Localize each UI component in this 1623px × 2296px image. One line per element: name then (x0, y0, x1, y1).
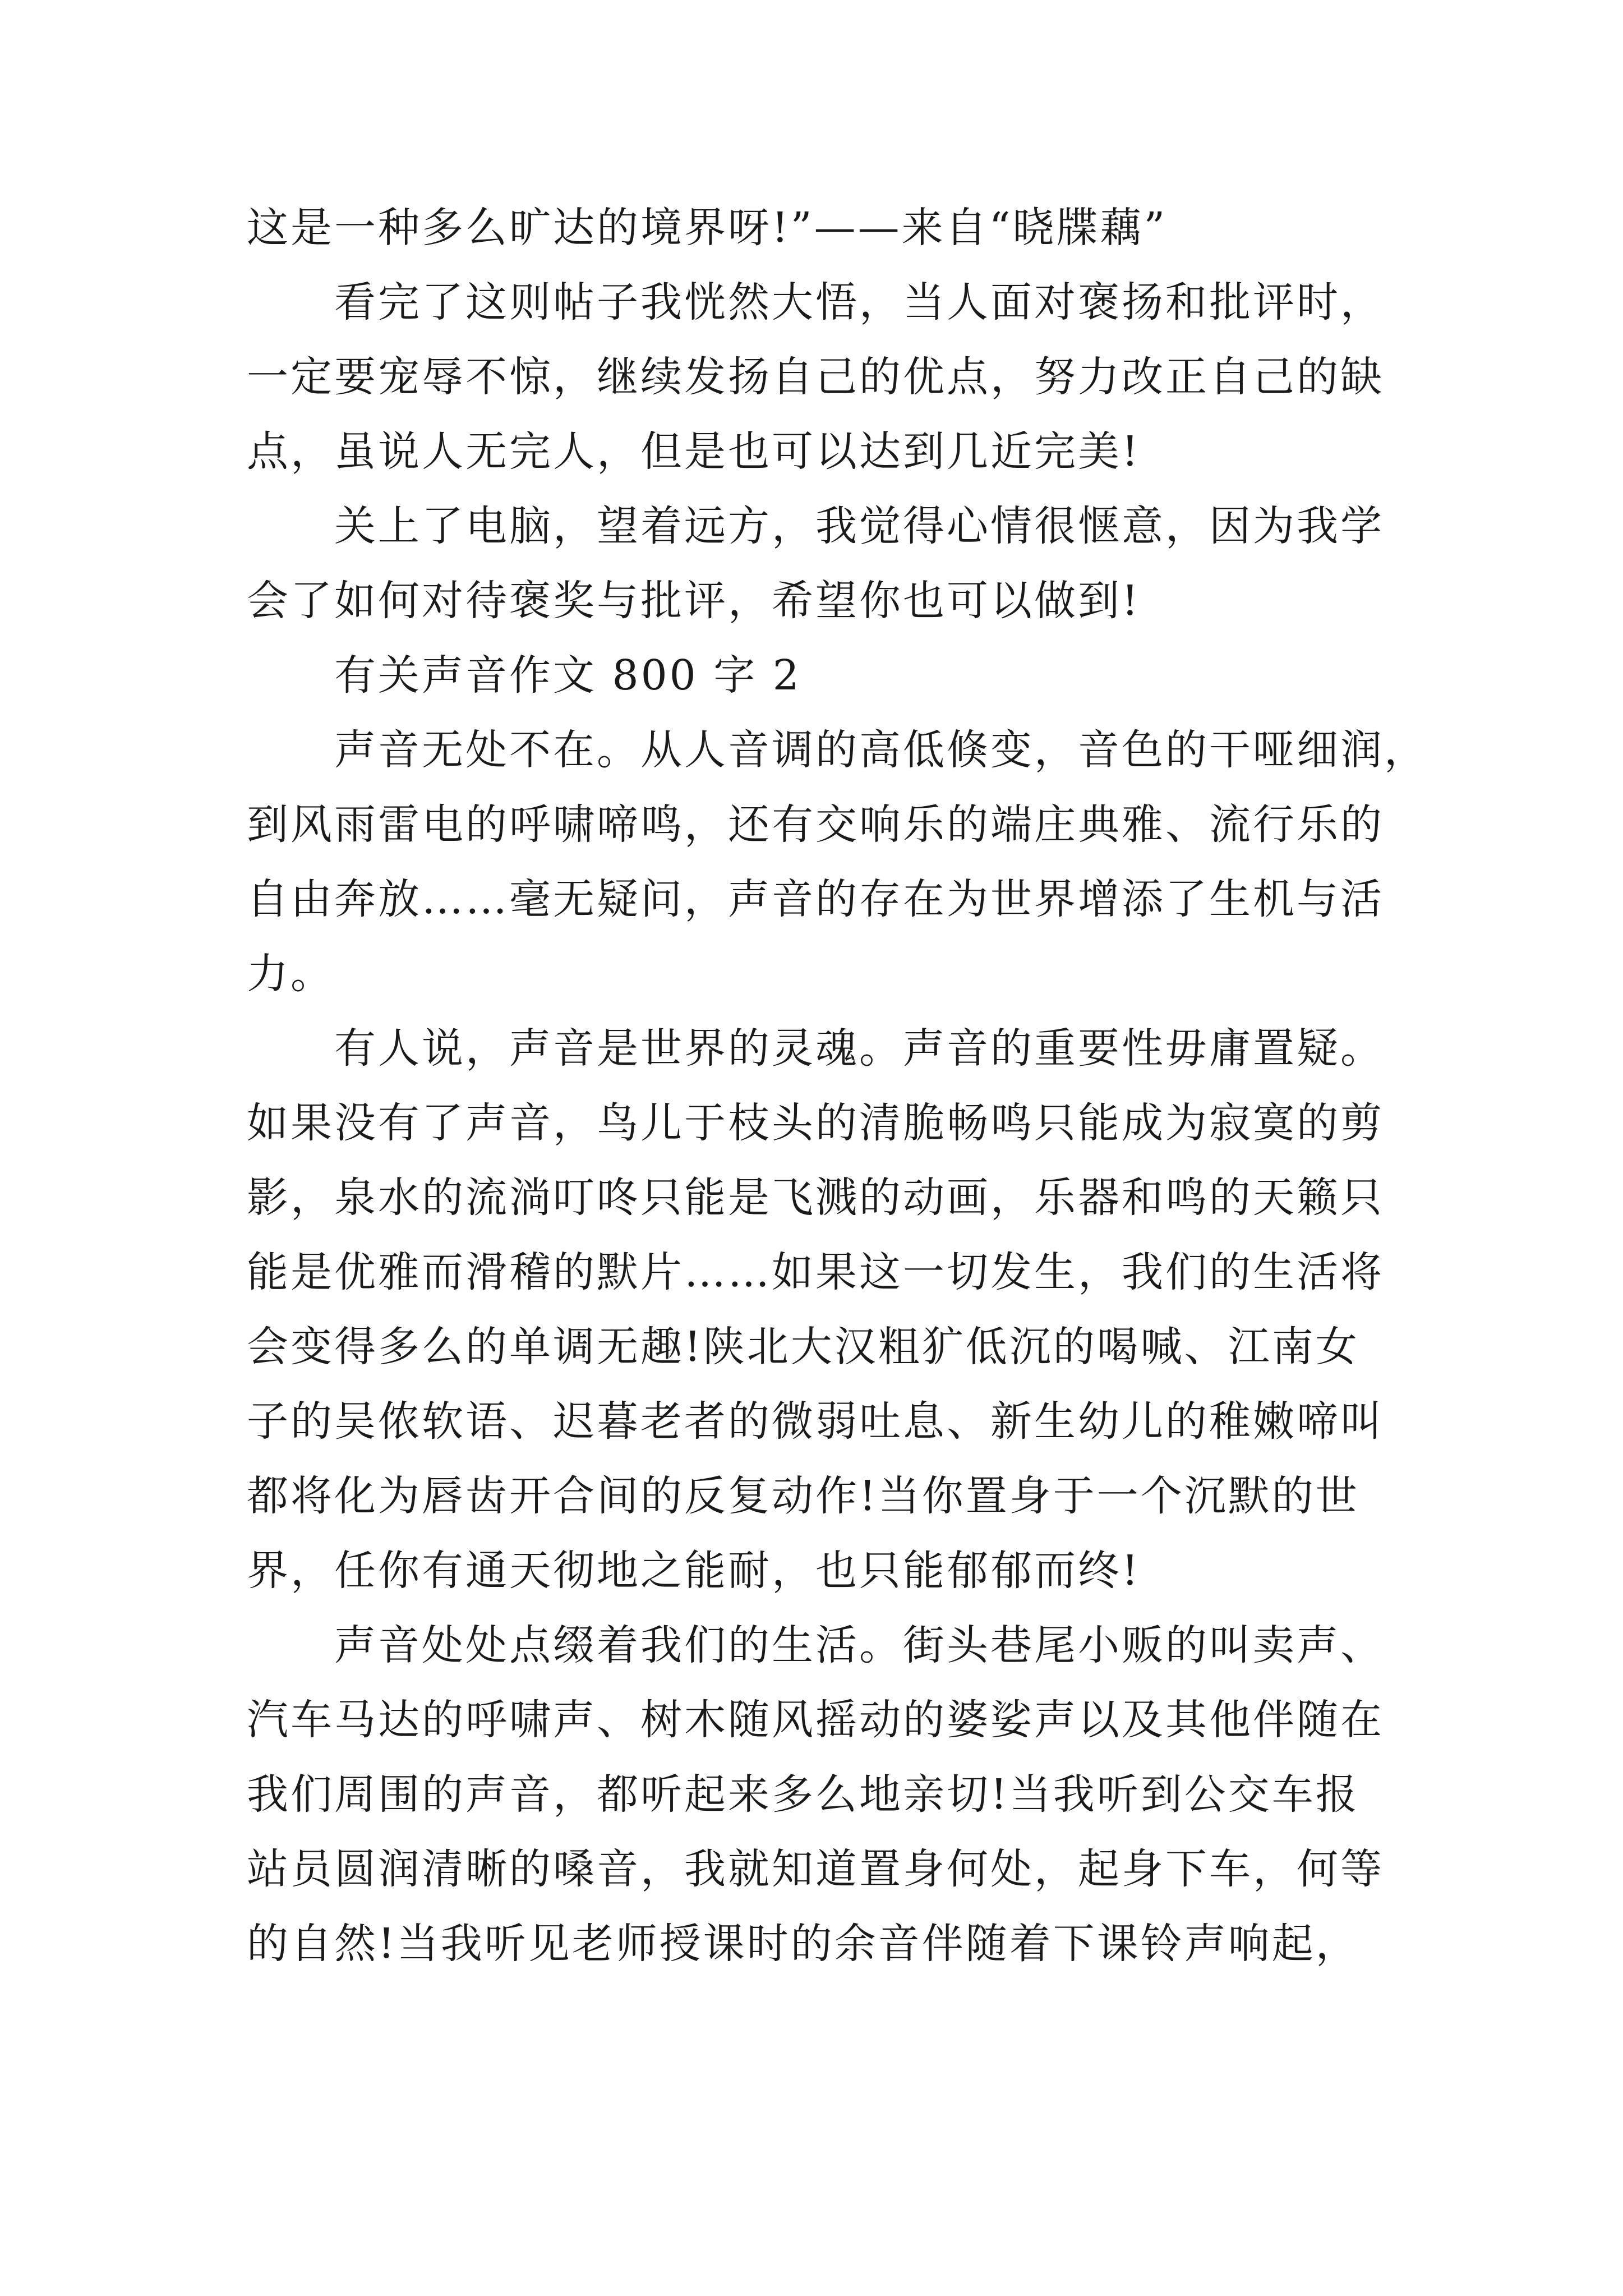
text-line: 声音处处点缀着我们的生活。街头巷尾小贩的叫卖声、 (247, 1621, 1384, 1669)
text-line: 能是优雅而滑稽的默片……如果这一切发生，我们的生活将 (247, 1248, 1384, 1296)
text-line: 界，任你有通天彻地之能耐，也只能郁郁而终! (247, 1547, 1141, 1595)
text-line: 关上了电脑，望着远方，我觉得心情很惬意，因为我学 (247, 502, 1384, 550)
section-heading: 有关声音作文 800 字 2 (247, 651, 801, 700)
text-line: 汽车马达的呼啸声、树木随风摇动的婆娑声以及其他伴随在 (247, 1696, 1384, 1744)
text-line: 力。 (247, 950, 334, 998)
text-line: 这是一种多么旷达的境界呀!”——来自“晓牒藕” (247, 204, 1168, 252)
body-text (247, 191, 1428, 1981)
text-line: 看完了这则帖子我恍然大悟，当人面对褒扬和批评时， (247, 278, 1384, 326)
text-line: 都将化为唇齿开合间的反复动作!当你置身于一个沉默的世 (247, 1472, 1359, 1520)
text-line: 声音无处不在。从人音调的高低倏变，音色的干哑细润， (247, 726, 1428, 774)
text-line: 的自然!当我听见老师授课时的余音伴随着下课铃声响起， (247, 1920, 1359, 1968)
text-line: 到风雨雷电的呼啸啼鸣，还有交响乐的端庄典雅、流行乐的 (247, 800, 1384, 849)
text-line: 如果没有了声音，鸟儿于枝头的清脆畅鸣只能成为寂寞的剪 (247, 1099, 1384, 1147)
text-line: 我们周围的声音，都听起来多么地亲切!当我听到公交车报 (247, 1770, 1359, 1819)
text-line: 一定要宠辱不惊，继续发扬自己的优点，努力改正自己的缺 (247, 353, 1384, 401)
text-line: 会变得多么的单调无趣!陕北大汉粗犷低沉的喝喊、江南女 (247, 1323, 1359, 1371)
text-line: 点，虽说人无完人，但是也可以达到几近完美! (247, 427, 1141, 476)
text-line: 站员圆润清晰的嗓音，我就知道置身何处，起身下车，何等 (247, 1845, 1384, 1893)
text-line: 会了如何对待褒奖与批评，希望你也可以做到! (247, 577, 1141, 625)
text-line: 有人说，声音是世界的灵魂。声音的重要性毋庸置疑。 (247, 1024, 1384, 1073)
text-line: 子的吴侬软语、迟暮老者的微弱吐息、新生幼儿的稚嫩啼叫 (247, 1397, 1384, 1446)
text-line: 自由奔放……毫无疑问，声音的存在为世界增添了生机与活 (247, 875, 1384, 923)
text-line: 影，泉水的流淌叮咚只能是飞溅的动画，乐器和鸣的天籁只 (247, 1174, 1384, 1222)
